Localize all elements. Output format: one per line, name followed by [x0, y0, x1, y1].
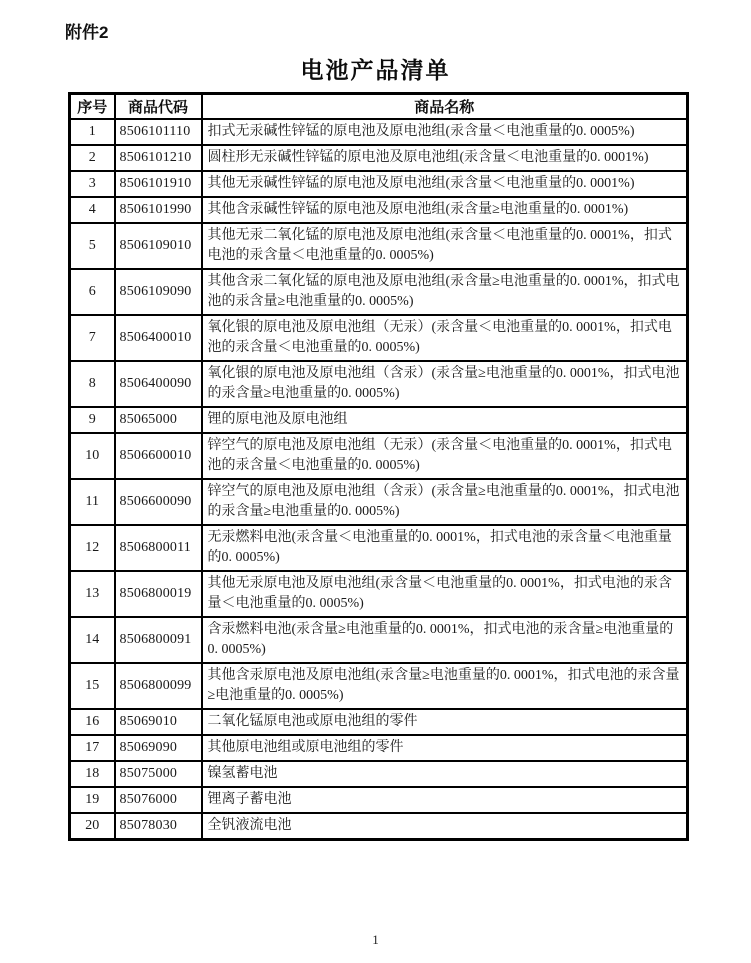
product-name-cell: 扣式无汞碱性锌锰的原电池及原电池组(汞含量＜电池重量的0. 0005%) — [202, 119, 688, 145]
serial-number-cell: 14 — [70, 617, 115, 663]
product-code-cell: 85076000 — [115, 787, 202, 813]
serial-number-cell: 19 — [70, 787, 115, 813]
product-name-cell: 其他无汞二氧化锰的原电池及原电池组(汞含量＜电池重量的0. 0001%，扣式电池的汞含量＜电池重量的0. 0005%) — [202, 223, 688, 269]
product-code-cell: 85078030 — [115, 813, 202, 840]
product-name-cell: 其他含汞二氧化锰的原电池及原电池组(汞含量≥电池重量的0. 0001%，扣式电池的汞含量≥电池重量的0. 0005%) — [202, 269, 688, 315]
page-title: 电池产品清单 — [300, 58, 451, 83]
serial-number-cell: 5 — [70, 223, 115, 269]
product-code-cell: 8506600090 — [115, 479, 202, 525]
serial-number-cell: 12 — [70, 525, 115, 571]
product-code-cell: 8506101110 — [115, 119, 202, 145]
serial-number-cell: 1 — [70, 119, 115, 145]
serial-number-cell: 10 — [70, 433, 115, 479]
header-serial-number: 序号 — [70, 94, 115, 120]
serial-number-cell: 7 — [70, 315, 115, 361]
product-name-cell: 锂的原电池及原电池组 — [202, 407, 688, 433]
product-code-cell: 85069090 — [115, 735, 202, 761]
product-name-cell: 锌空气的原电池及原电池组（无汞）(汞含量＜电池重量的0. 0001%，扣式电池的汞含量＜电池重量的0. 0005%) — [202, 433, 688, 479]
product-code-cell: 8506101210 — [115, 145, 202, 171]
product-name-cell: 锌空气的原电池及原电池组（含汞）(汞含量≥电池重量的0. 0001%，扣式电池的汞含量≥电池重量的0. 0005%) — [202, 479, 688, 525]
product-code-cell: 8506400090 — [115, 361, 202, 407]
table-row — [70, 407, 688, 433]
product-name-cell: 氧化银的原电池及原电池组（含汞）(汞含量≥电池重量的0. 0001%，扣式电池的汞含量≥电池重量的0. 0005%) — [202, 361, 688, 407]
product-code-cell: 8506109010 — [115, 223, 202, 269]
serial-number-cell: 20 — [70, 813, 115, 840]
page-number: 1 — [372, 932, 379, 947]
product-name-cell: 氧化银的原电池及原电池组（无汞）(汞含量＜电池重量的0. 0001%，扣式电池的汞含量＜电池重量的0. 0005%) — [202, 315, 688, 361]
table-row — [70, 479, 688, 525]
serial-number-cell: 15 — [70, 663, 115, 709]
serial-number-cell: 8 — [70, 361, 115, 407]
product-code-cell: 8506109090 — [115, 269, 202, 315]
table-body — [70, 119, 688, 840]
serial-number-cell: 17 — [70, 735, 115, 761]
product-code-cell: 8506400010 — [115, 315, 202, 361]
table-row — [70, 525, 688, 571]
table-row — [70, 787, 688, 813]
serial-number-cell: 2 — [70, 145, 115, 171]
table-header — [70, 94, 688, 120]
product-name-cell: 锂离子蓄电池 — [202, 787, 688, 813]
product-name-cell: 无汞燃料电池(汞含量＜电池重量的0. 0001%，扣式电池的汞含量＜电池重量的0. 0005%) — [202, 525, 688, 571]
serial-number-cell: 13 — [70, 571, 115, 617]
serial-number-cell: 6 — [70, 269, 115, 315]
serial-number-cell: 16 — [70, 709, 115, 735]
product-code-cell: 85065000 — [115, 407, 202, 433]
product-name-cell: 其他含汞原电池及原电池组(汞含量≥电池重量的0. 0001%，扣式电池的汞含量≥电池重量的0. 0005%) — [202, 663, 688, 709]
table-row — [70, 709, 688, 735]
product-code-cell: 85075000 — [115, 761, 202, 787]
product-code-cell: 8506800011 — [115, 525, 202, 571]
table-row — [70, 361, 688, 407]
attachment-label: 附件2 — [65, 23, 109, 42]
product-name-cell: 圆柱形无汞碱性锌锰的原电池及原电池组(汞含量＜电池重量的0. 0001%) — [202, 145, 688, 171]
serial-number-cell: 3 — [70, 171, 115, 197]
product-name-cell: 二氧化锰原电池或原电池组的零件 — [202, 709, 688, 735]
table-row — [70, 119, 688, 145]
table-row — [70, 617, 688, 663]
product-code-cell: 85069010 — [115, 709, 202, 735]
product-name-cell: 镍氢蓄电池 — [202, 761, 688, 787]
table-row — [70, 433, 688, 479]
table-row — [70, 171, 688, 197]
serial-number-cell: 9 — [70, 407, 115, 433]
table-row — [70, 761, 688, 787]
header-product-code: 商品代码 — [115, 94, 202, 120]
serial-number-cell: 11 — [70, 479, 115, 525]
table-row — [70, 145, 688, 171]
product-name-cell: 其他原电池组或原电池组的零件 — [202, 735, 688, 761]
product-name-cell: 全钒液流电池 — [202, 813, 688, 840]
table-row — [70, 269, 688, 315]
table-header-row — [70, 94, 688, 120]
battery-product-table — [68, 92, 689, 841]
table-row — [70, 197, 688, 223]
table-row — [70, 223, 688, 269]
table-row — [70, 735, 688, 761]
product-name-cell: 含汞燃料电池(汞含量≥电池重量的0. 0001%，扣式电池的汞含量≥电池重量的0. 0005%) — [202, 617, 688, 663]
product-name-cell: 其他无汞碱性锌锰的原电池及原电池组(汞含量＜电池重量的0. 0001%) — [202, 171, 688, 197]
product-name-cell: 其他含汞碱性锌锰的原电池及原电池组(汞含量≥电池重量的0. 0001%) — [202, 197, 688, 223]
product-code-cell: 8506800019 — [115, 571, 202, 617]
product-code-cell: 8506800099 — [115, 663, 202, 709]
product-code-cell: 8506101990 — [115, 197, 202, 223]
serial-number-cell: 4 — [70, 197, 115, 223]
header-product-name: 商品名称 — [202, 94, 688, 120]
product-code-cell: 8506600010 — [115, 433, 202, 479]
serial-number-cell: 18 — [70, 761, 115, 787]
product-code-cell: 8506800091 — [115, 617, 202, 663]
product-code-cell: 8506101910 — [115, 171, 202, 197]
table-row — [70, 571, 688, 617]
table-row — [70, 813, 688, 840]
table-row — [70, 663, 688, 709]
table-row — [70, 315, 688, 361]
product-name-cell: 其他无汞原电池及原电池组(汞含量＜电池重量的0. 0001%，扣式电池的汞含量＜电池重量的0. 0005%) — [202, 571, 688, 617]
